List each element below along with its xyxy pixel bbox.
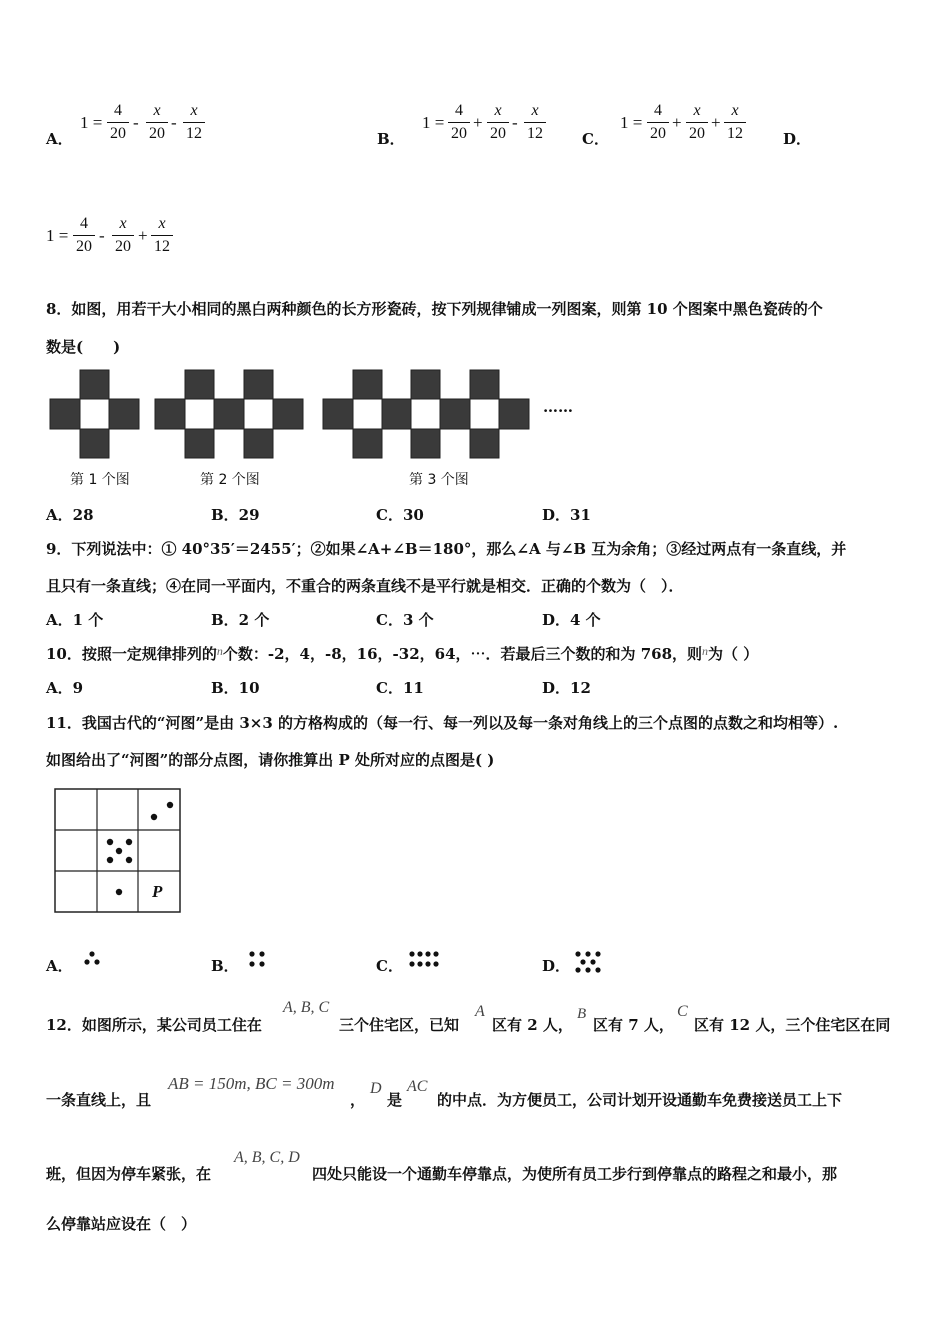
- q7-c-op1: +: [672, 113, 682, 132]
- q7-a-frac2: x 20: [146, 102, 168, 143]
- q11-text-line2: 如图给出了“河图”的部分点图，请你推算出 P 处所对应的点图是( ): [46, 751, 495, 769]
- q7-d-op1: -: [99, 226, 105, 245]
- q7-d-lhs: 1 =: [46, 226, 69, 245]
- q12-line3-a: 班，但因为停车紧张，在: [46, 1165, 212, 1183]
- q12-line2-d: 的中点．为方便员工，公司计划开设通勤车免费接送员工上下: [437, 1091, 843, 1109]
- q7-c-lhs: 1 =: [620, 113, 643, 132]
- q12-distance-eq: AB = 150m, BC = 300m: [168, 1074, 335, 1093]
- q7-option-b-label: B．: [377, 130, 405, 148]
- cell-top-right-dots: [151, 802, 173, 820]
- q12-line3-b: 四处只能设一个通勤车停靠点，为使所有员工步行到停靠点的路程之和最小，那: [312, 1165, 838, 1183]
- tile-figure-3: [323, 370, 529, 458]
- tile-figure-2: [155, 370, 303, 458]
- cell-bottom-middle-dot: [116, 889, 122, 895]
- q7-c-frac2: x 20: [686, 102, 708, 143]
- q10-text-b: 个数：-2，4，-8，16，-32，64，⋯．若最后三个数的和为 768，则: [222, 645, 703, 663]
- q8-option-a: A．28: [46, 506, 94, 524]
- q8-option-b: B．29: [211, 506, 260, 524]
- q7-a-frac1: 4 20: [107, 102, 129, 143]
- q10-text-a: 10．按照一定规律排列的: [46, 645, 217, 663]
- q9-text-line1: 9．下列说法中：① 40°35′＝2455′；②如果∠A+∠B＝180°，那么∠A 与∠B 互为余角；③经过两点有一条直线，并: [46, 540, 847, 558]
- q7-b-op1: +: [473, 113, 483, 132]
- q11-option-b-label: B．: [211, 957, 239, 975]
- q7-c-frac3: x 12: [724, 102, 746, 143]
- q7-a-frac3: x 12: [183, 102, 205, 143]
- q7-c-frac1: 4 20: [647, 102, 669, 143]
- q7-a-op2: -: [171, 113, 177, 132]
- q12-var-c: C: [677, 1003, 688, 1020]
- q7-d-frac1: 4 20: [73, 215, 95, 256]
- hetu-grid: [50, 785, 186, 915]
- q10-text: [46, 643, 758, 664]
- q11-option-a-dots: [82, 950, 104, 968]
- q11-text-line1: 11．我国古代的“河图”是由 3×3 的方格构成的（每一行、每一列以及每一条对角线上的三个点图的点数之和均相等）.: [46, 714, 839, 732]
- q12-var-d: D: [370, 1080, 382, 1097]
- q7-b-frac1: 4 20: [448, 102, 470, 143]
- q8-option-d: D．31: [542, 506, 591, 524]
- q12-line2-b: ，: [350, 1091, 366, 1109]
- q12-var-a: A: [475, 1003, 485, 1020]
- q12-line1-e: 区有 12 人，三个住宅区在同: [694, 1016, 891, 1034]
- q12-abc: A, B, C: [283, 999, 330, 1016]
- q9-option-b: B．2 个: [211, 611, 270, 629]
- q8-ellipsis: ……: [543, 398, 573, 416]
- q11-option-c-dots: [407, 950, 441, 968]
- q7-option-a-label: A．: [46, 130, 73, 148]
- q12-var-ac: AC: [407, 1078, 428, 1095]
- q9-text-line2: 且只有一条直线；④在同一平面内，不重合的两条直线不是平行就是相交．正确的个数为（ ）．: [46, 577, 684, 595]
- q9-option-d: D．4 个: [542, 611, 601, 629]
- figure-caption-3: 第 3 个图: [409, 472, 469, 488]
- q9-option-a: A．1 个: [46, 611, 104, 629]
- q12-line1-c: 区有 2 人，: [492, 1016, 573, 1034]
- q7-d-op2: +: [138, 226, 148, 245]
- q7-a-op1: -: [133, 113, 139, 132]
- q10-option-c: C．11: [376, 679, 424, 697]
- q12-abcd: A, B, C, D: [234, 1149, 300, 1166]
- q12-line1-b: 三个住宅区，已知: [339, 1016, 460, 1034]
- q8-text-line2: 数是( ): [46, 338, 121, 356]
- figure-caption-2: 第 2 个图: [200, 472, 260, 488]
- q8-text-line1: 8．如图，用若干大小相同的黑白两种颜色的长方形瓷砖，按下列规律铺成一列图案，则第 10 个图案中黑色瓷砖的个: [46, 300, 823, 318]
- q11-option-b-dots: [247, 950, 269, 968]
- q12-var-b: B: [577, 1006, 587, 1022]
- cell-center-dots: [107, 839, 132, 863]
- q12-line1-d: 区有 7 人，: [593, 1016, 674, 1034]
- q7-d-frac3: x 12: [151, 215, 173, 256]
- q12-line1-a: 12．如图所示，某公司员工住在: [46, 1016, 262, 1034]
- q8-option-c: C．30: [376, 506, 424, 524]
- q7-a-lhs: 1 =: [80, 113, 103, 132]
- q12-line2-c: 是: [387, 1091, 403, 1109]
- q10-option-a: A．9: [46, 679, 84, 697]
- q11-option-c-label: C．: [376, 957, 403, 975]
- q7-d-frac2: x 20: [112, 215, 134, 256]
- q10-text-c: 为（ ）: [708, 645, 759, 663]
- q11-option-d-label: D．: [542, 957, 571, 975]
- q7-b-frac3: x 12: [524, 102, 546, 143]
- q10-option-d: D．12: [542, 679, 591, 697]
- q10-var-n-2: n: [702, 644, 709, 658]
- q7-b-op2: -: [512, 113, 518, 132]
- q7-b-frac2: x 20: [487, 102, 509, 143]
- q10-var-n: n: [216, 644, 223, 658]
- q12-line4: 么停靠站应设在（ ）: [46, 1215, 197, 1233]
- q7-c-op2: +: [711, 113, 721, 132]
- q11-option-d-dots: [573, 950, 605, 976]
- q7-option-c-label: C．: [582, 130, 609, 148]
- q7-option-d-label: D．: [783, 130, 812, 148]
- grid-p-label: P: [152, 882, 163, 901]
- figure-caption-1: 第 1 个图: [70, 472, 130, 488]
- q7-b-lhs: 1 =: [422, 113, 445, 132]
- q9-option-c: C．3 个: [376, 611, 434, 629]
- q10-option-b: B．10: [211, 679, 260, 697]
- q11-option-a-label: A．: [46, 957, 73, 975]
- tile-figure-1: [50, 370, 139, 458]
- q12-line2-a: 一条直线上，且: [46, 1091, 152, 1109]
